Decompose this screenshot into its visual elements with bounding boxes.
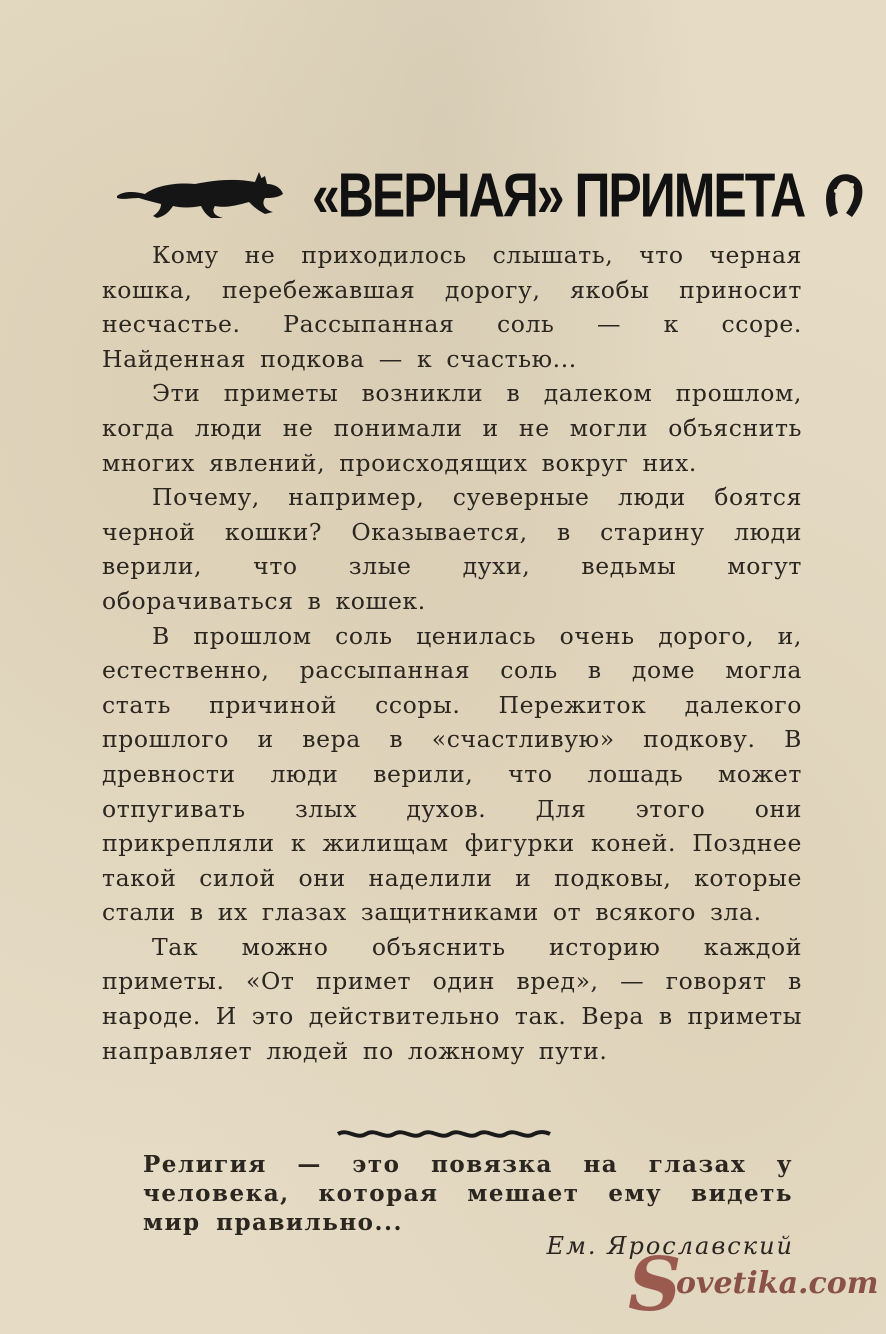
horseshoe-icon xyxy=(822,169,866,221)
ornamental-divider xyxy=(336,1126,552,1142)
paragraph: Так можно объяснить историю каждой приметы. «От примет один вред», — говорят в народе. И это действительно так. Вера в приметы направляет людей по ложному пути. xyxy=(102,932,802,1065)
watermark-initial: S xyxy=(628,1242,682,1328)
header xyxy=(115,155,815,235)
paragraph: В прошлом соль ценилась очень дорого, и, естественно, рассыпанная соль в доме могла стать причиной ссоры. Пережиток далекого прошлого и вера в «счастливую» подкову. В древности люди верили, что лошадь может отпугивать злых духов. Для этого они прикрепляли к жилищам фигурки коней. Позднее такой силой они наделили и подковы, которые стали в их глазах защитниками от всякого зла. xyxy=(102,621,802,927)
paragraph: Кому не приходилось слышать, что черная кошка, перебежавшая дорогу, якобы приносит несчастье. Рассыпанная соль — к ссоре. Найденная подкова — к счастью... xyxy=(102,241,802,373)
quote-text: Религия — это повязка на глазах у человека, которая мешает ему видеть мир правильно... xyxy=(143,1151,793,1236)
paragraph: Эти приметы возникли в далеком прошлом, когда люди не понимали и не могли объяснить многих явлений, происходящих вокруг них. xyxy=(102,379,802,477)
quote-author: Ем. Ярославский xyxy=(546,1232,794,1260)
article-body xyxy=(102,238,802,1068)
watermark xyxy=(628,1242,879,1328)
article-title: «ВЕРНАЯ» ПРИМЕТА xyxy=(312,160,805,230)
black-cat-icon xyxy=(115,168,290,223)
paragraph: Почему, например, суеверные люди боятся черной кошки? Оказывается, в старину люди верили, что злые духи, ведьмы могут оборачиваться в кошек. xyxy=(102,483,802,615)
watermark-text: ovetika.com xyxy=(676,1266,879,1301)
